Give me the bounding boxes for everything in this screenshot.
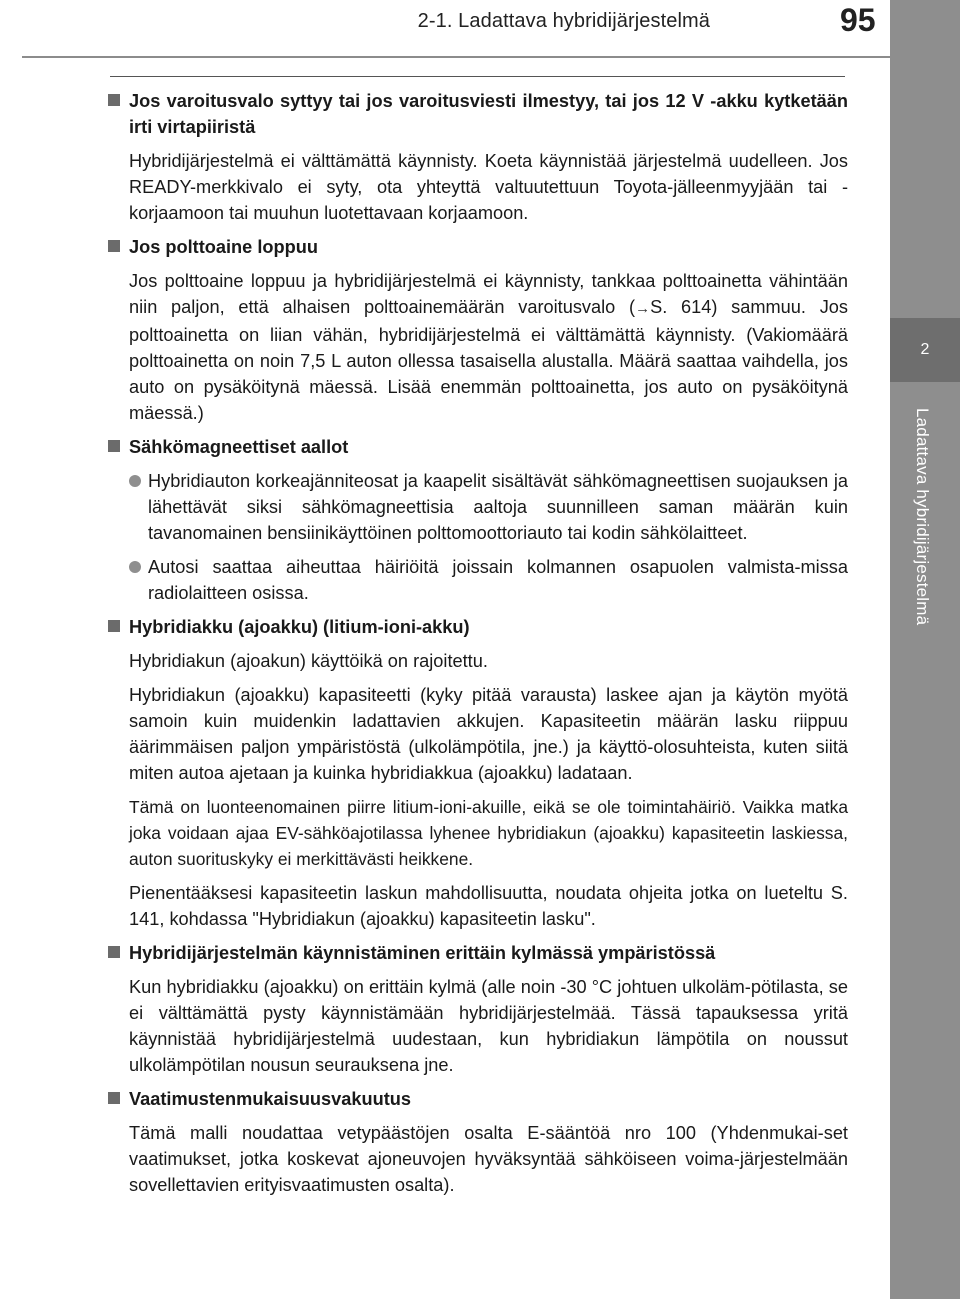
content-top-rule [110, 76, 845, 77]
section-heading: Jos polttoaine loppuu [108, 234, 848, 260]
paragraph: Hybridijärjestelmä ei välttämättä käynnisty. Koeta käynnistää järjestelmä uudelleen. Jos READY-merkkivalo ei syty, ota yhteyttä valtuutettuun Toyota-jälleenmyyjään tai -korjaamoon tai muuhun luotettavaan korjaamoon. [129, 151, 848, 223]
round-bullet-icon [129, 475, 141, 487]
section-heading: Sähkömagneettiset aallot [108, 434, 848, 460]
paragraph: Jos polttoaine loppuu ja hybridijärjestelmä ei käynnisty, tankkaa polttoainetta vähintään niin paljon, että alhaisen polttoainemäärän varoitusvalo (→S. 614) sammuu. Jos polttoainetta on liian vähän, hybridijärjestelmä ei välttämättä käynnisty. (Vakiomäärä polttoainetta on noin 7,5 L auton ollessa tasaisella alustalla. Määrä saattaa vaihdella, jos auto on pysäköitynä mäessä. Lisää enemmän polttoainetta, jos auto on pysäköitynä mäessä.) [129, 271, 848, 423]
section-fuel-runs-out [108, 234, 848, 426]
chapter-title: 2-1. Ladattava hybridijärjestelmä [417, 10, 710, 32]
section-heading: Hybridiakku (ajoakku) (litium-ioni-akku) [108, 614, 848, 640]
paragraph: Tämä malli noudattaa vetypäästöjen osalta E-sääntöä nro 100 (Yhdenmukai-set vaatimukset, jotka koskevat ajoneuvojen hyväksyntää sähköiseen voima-järjestelmään sovellettavien erityisvaatimusten osalta). [129, 1123, 848, 1195]
chapter-side-label: Ladattava hybridijärjestelmä [913, 408, 932, 626]
section-cold-start [108, 940, 848, 1078]
square-bullet-icon [108, 240, 120, 252]
chapter-number-tab [890, 318, 960, 382]
paragraph: Tämä on luonteenomainen piirre litium-ioni-akuille, eikä se ole toimintahäiriö. Vaikka matka joka voidaan ajaa EV-sähköajotilassa lyhenee hybridiakun (ajoakku) kapasiteetin laskiessa, auton suorituskyky ei merkittävästi heikkene. [129, 797, 848, 869]
list-item: Autosi saattaa aiheuttaa häiriöitä joissain kolmannen osapuolen valmista-missa radiolaitteen osissa. [129, 554, 848, 606]
section-warning-light [108, 88, 848, 226]
chapter-side-strip [890, 0, 960, 1299]
square-bullet-icon [108, 946, 120, 958]
section-heading: Hybridijärjestelmän käynnistäminen erittäin kylmässä ympäristössä [108, 940, 848, 966]
round-bullet-icon [129, 561, 141, 573]
paragraph: Kun hybridiakku (ajoakku) on erittäin kylmä (alle noin -30 °C johtuen ulkoläm-pötilasta, se ei välttämättä pysty käynnistämään hybridijärjestelmää. Tässä tapauksessa yritä käynnistää hybridijärjestelmä uudestaan, kun hybridiakun lämpötila on noussut ulkolämpötilan nousun seurauksena jne. [129, 977, 848, 1075]
arrow-right-icon: → [635, 300, 651, 317]
section-hybrid-battery [108, 614, 848, 932]
page-content [108, 88, 848, 1206]
section-electromagnetic-waves [108, 434, 848, 606]
paragraph: Pienentääksesi kapasiteetin laskun mahdollisuutta, noudata ohjeita jotka on lueteltu S. 141, kohdassa "Hybridiakun (ajoakku) kapasiteetin lasku". [129, 883, 848, 929]
list-item: Hybridiauton korkeajänniteosat ja kaapelit sisältävät sähkömagneettisen suojauksen ja lähettävät siksi sähkömagneettisia aaltoja suunnilleen saman määrän kuin tavanomainen bensiinikäyttöinen polttomoottoriauto tai kodin sähkölaitteet. [129, 468, 848, 546]
square-bullet-icon [108, 620, 120, 632]
square-bullet-icon [108, 1092, 120, 1104]
square-bullet-icon [108, 94, 120, 106]
chapter-number: 2 [920, 341, 930, 358]
section-heading: Jos varoitusvalo syttyy tai jos varoitusviesti ilmestyy, tai jos 12 V -akku kytketään irti virtapiiristä [108, 88, 848, 140]
paragraph: Hybridiakun (ajoakun) käyttöikä on rajoitettu. [129, 651, 488, 671]
section-heading: Vaatimustenmukaisuusvakuutus [108, 1086, 848, 1112]
page-header [0, 0, 890, 58]
section-conformity [108, 1086, 848, 1198]
header-rule [22, 56, 890, 58]
square-bullet-icon [108, 440, 120, 452]
paragraph: Hybridiakun (ajoakku) kapasiteetti (kyky pitää varausta) laskee ajan ja käytön myötä samoin kuin muidenkin ladattavien akkujen. Kapasiteetin määrän lasku riippuu äärimmäisen paljon ympäristöstä (ulkolämpötila, jne.) ja käyttö-olosuhteista, kuten siitä miten autoa ajetaan ja kuinka hybridiakkua (ajoakku) ladataan. [129, 685, 848, 783]
page-number: 95 [840, 2, 876, 38]
